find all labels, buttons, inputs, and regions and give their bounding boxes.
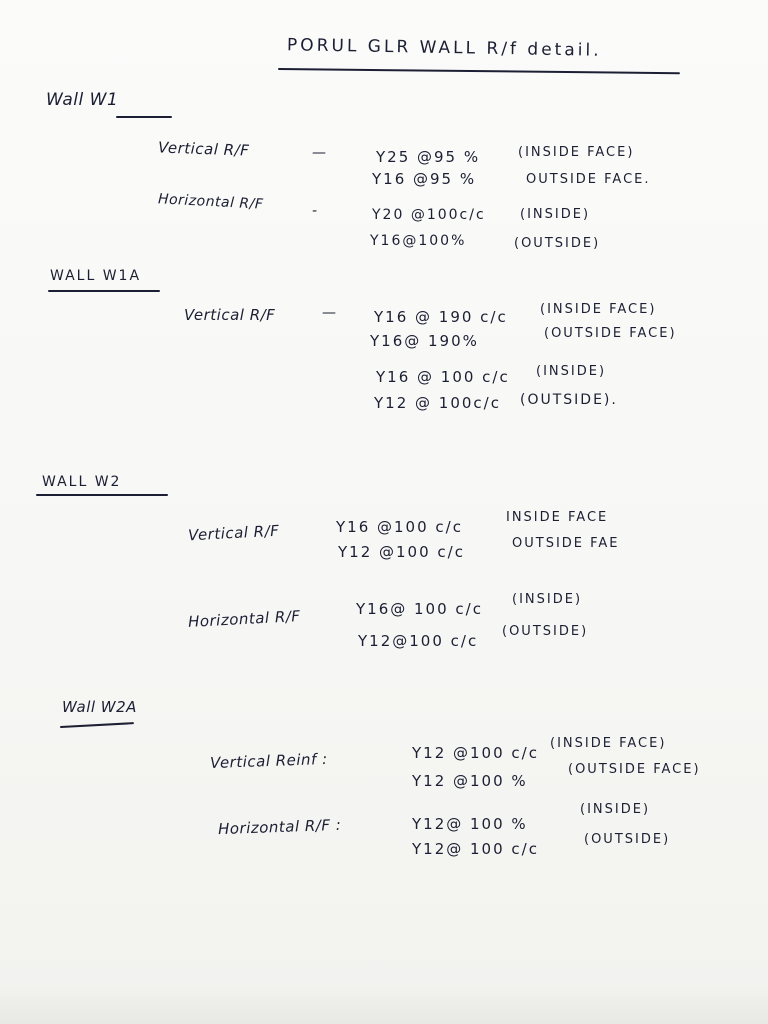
wall-w2a-vertical-note-1: (INSIDE FACE) (550, 736, 667, 751)
wall-w2-underline (36, 494, 168, 496)
wall-w1a-bar-2: Y16@ 190% (370, 332, 479, 350)
wall-w2a-heading: Wall W2A (62, 698, 137, 716)
wall-w2a-horizontal-note-2: (OUTSIDE) (584, 832, 671, 847)
wall-w2-vertical-bar-1: Y16 @100 c/c (336, 518, 463, 536)
wall-w2-vertical-bar-2: Y12 @100 c/c (338, 543, 465, 561)
wall-w1-vertical-bar-2: Y16 @95 % (372, 170, 477, 188)
wall-w1a-bar-3: Y16 @ 100 c/c (376, 368, 510, 386)
wall-w2-horizontal-note-2: (OUTSIDE) (502, 624, 589, 639)
wall-w2-vertical-note-1: INSIDE FACE (506, 510, 609, 525)
wall-w1a-underline (48, 290, 160, 292)
wall-w2a-horizontal-bar-1: Y12@ 100 % (412, 815, 528, 833)
paper-edge-shadow (0, 984, 768, 1024)
wall-w1-vertical-note-2: OUTSIDE FACE. (526, 172, 651, 187)
wall-w2-horizontal-bar-1: Y16@ 100 c/c (356, 600, 483, 618)
wall-w1a-heading: WALL W1A (50, 268, 142, 284)
page-title: PORUL GLR WALL R/f detail. (286, 35, 602, 61)
wall-w1-horizontal-note-1: (INSIDE) (520, 207, 591, 222)
wall-w1-underline (116, 116, 172, 118)
wall-w1-vertical-dash: — (312, 145, 327, 161)
wall-w1-horizontal-bar-2: Y16@100% (370, 233, 467, 249)
wall-w1-vertical-label: Vertical R/F (157, 138, 250, 160)
wall-w2a-horizontal-label: Horizontal R/F : (217, 815, 342, 839)
wall-w2a-vertical-note-2: (OUTSIDE FACE) (568, 762, 701, 777)
wall-w1a-note-2: (OUTSIDE FACE) (544, 326, 677, 341)
title-underline (278, 68, 680, 74)
wall-w2-vertical-label: Vertical R/F (187, 521, 280, 545)
wall-w1a-vertical-label: Vertical R/F (184, 306, 276, 324)
wall-w1-horizontal-bar-1: Y20 @100c/c (372, 207, 486, 223)
wall-w1-horizontal-dash: - (312, 203, 318, 219)
wall-w1-horizontal-note-2: (OUTSIDE) (514, 236, 601, 251)
wall-w1a-note-1: (INSIDE FACE) (540, 302, 657, 317)
wall-w1a-note-4: (OUTSIDE). (520, 392, 618, 408)
wall-w2-heading: WALL W2 (42, 474, 122, 490)
wall-w2-horizontal-note-1: (INSIDE) (512, 592, 583, 607)
wall-w2-horizontal-label: Horizontal R/F (187, 607, 301, 631)
wall-w2a-horizontal-bar-2: Y12@ 100 c/c (412, 840, 539, 858)
wall-w2-horizontal-bar-2: Y12@100 c/c (358, 632, 479, 650)
wall-w2-vertical-note-2: OUTSIDE FAE (512, 536, 620, 551)
wall-w1-vertical-bar-1: Y25 @95 % (376, 148, 481, 166)
wall-w1-heading: Wall W1 (46, 90, 119, 110)
wall-w1a-bar-1: Y16 @ 190 c/c (374, 308, 508, 326)
wall-w2a-underline (60, 722, 134, 728)
wall-w1a-vertical-dash: — (322, 305, 337, 321)
wall-w2a-vertical-bar-1: Y12 @100 c/c (412, 744, 539, 762)
wall-w2a-vertical-label: Vertical Reinf : (209, 749, 328, 773)
wall-w1-vertical-note-1: (INSIDE FACE) (518, 145, 635, 160)
wall-w1a-bar-4: Y12 @ 100c/c (374, 394, 501, 412)
wall-w1a-note-3: (INSIDE) (536, 364, 607, 379)
wall-w1-horizontal-label: Horizontal R/F (157, 191, 264, 213)
wall-w2a-horizontal-note-1: (INSIDE) (580, 802, 651, 817)
wall-w2a-vertical-bar-2: Y12 @100 % (412, 772, 528, 790)
